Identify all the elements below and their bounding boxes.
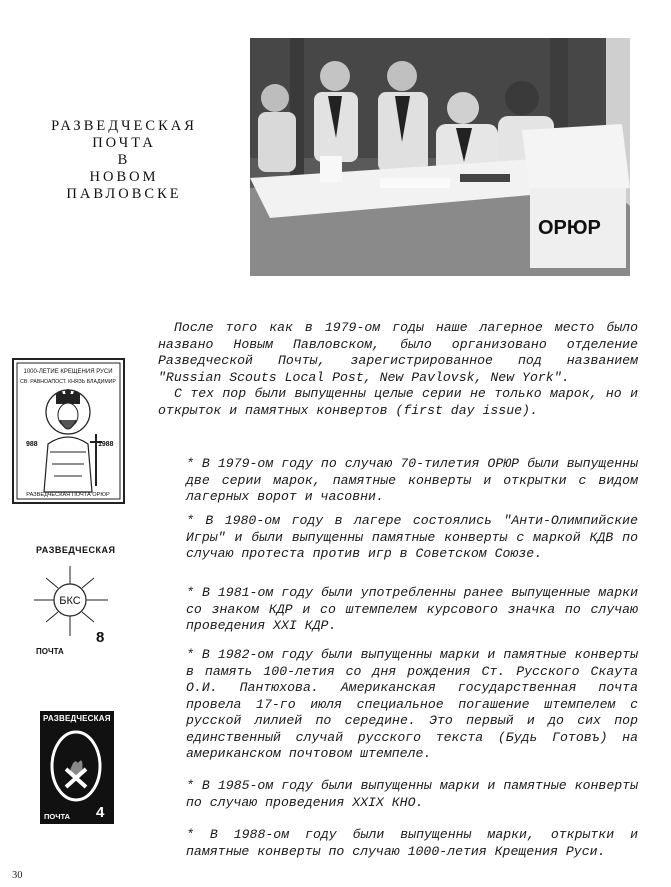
bks-stamp (30, 540, 114, 662)
title-line: РАЗВЕДЧЕСКАЯ (51, 118, 197, 134)
title-line: НОВОМ (89, 169, 159, 185)
list-item: * В 1988-ом году были выпущенны марки, открытки и памятные конверты по случаю 1000-летия Крещения Руси. (186, 827, 638, 859)
scouts-photo (250, 38, 630, 276)
dark-stamp (40, 711, 114, 824)
list-item: * В 1979-ом году по случаю 70-тилетия ОРЮР были выпущенны две серии марок, памятные конверты и открытки с видом лагерных ворот и часовни. (186, 456, 638, 504)
intro-paragraph: С тех пор были выпущенны целые серии не только марок, но и открыток и памятных конвертов (first day issue). (158, 386, 638, 418)
intro-text (158, 320, 638, 419)
stamp-year-right: 1988 (98, 441, 114, 448)
list-item: * В 1982-ом году были выпущенны марки и памятные конверты в память 100-летия со дня рождения Ст. Русского Скаута О.И. Пантюхова. Американская государственная почта провела 17-го июля специальное погашение штемпелем с русской лилией по середине. Это первый и до сих пор единственный случай русского текста (Будь Готовъ) на американском почтовом штемпеле. (186, 647, 638, 761)
title-line: ПОЧТА (92, 135, 156, 151)
title-line: ПАВЛОВСКЕ (66, 186, 182, 202)
stamp-top-text: РАЗВЕДЧЕСКАЯ (36, 545, 116, 555)
vladimir-stamp (12, 358, 125, 504)
stamp-bottom-text: РАЗВЕДЧЕСКАЯ ПОЧТА ОРЮР (26, 492, 110, 498)
stamp-top-text: РАЗВЕДЧЕСКАЯ (43, 714, 111, 723)
stamp-arc-text: СВ. РАВНОАПОСТ. КНЯЗЬ ВЛАДИМИР (20, 379, 116, 385)
title-line: В (117, 152, 131, 168)
list-item: * В 1980-ом году в лагере состоялись "Анти-Олимпийские Игры" и были выпущенны памятные конверты с маркой КДВ по случаю протеста против игр в Советском Союзе. (186, 513, 638, 561)
page-title (8, 118, 240, 203)
stamp-value: 4 (96, 804, 105, 821)
emblem-text: БКС (59, 595, 81, 607)
stamp-bottom-text: ПОЧТА (44, 812, 71, 821)
intro-paragraph: После того как в 1979-ом годы наше лагерное место было названо Новым Павловском, было организовано отделение Разведческой Почты, зарегистрированное под названием "Russian Scouts Local Post, New Pavlovsk, New York". (158, 320, 638, 385)
ORUR-box-label: ОРЮР (538, 217, 601, 239)
list-item: * В 1981-ом году были употребленны ранее выпущенные марки со знаком КДР и со штемпелем курсового значка по случаю проведения XXI КДР. (186, 585, 638, 633)
stamp-value: 8 (96, 629, 105, 646)
stamp-bottom-text: ПОЧТА (36, 647, 64, 656)
stamp-top-text: 1000-ЛЕТИЕ КРЕЩЕНИЯ РУСИ (23, 369, 113, 375)
page-number: 30 (12, 870, 23, 881)
stamp-year-left: 988 (26, 441, 38, 448)
list-item: * В 1985-ом году были выпущенны марки и памятные конверты по случаю проведения XXIX КНО. (186, 778, 638, 810)
